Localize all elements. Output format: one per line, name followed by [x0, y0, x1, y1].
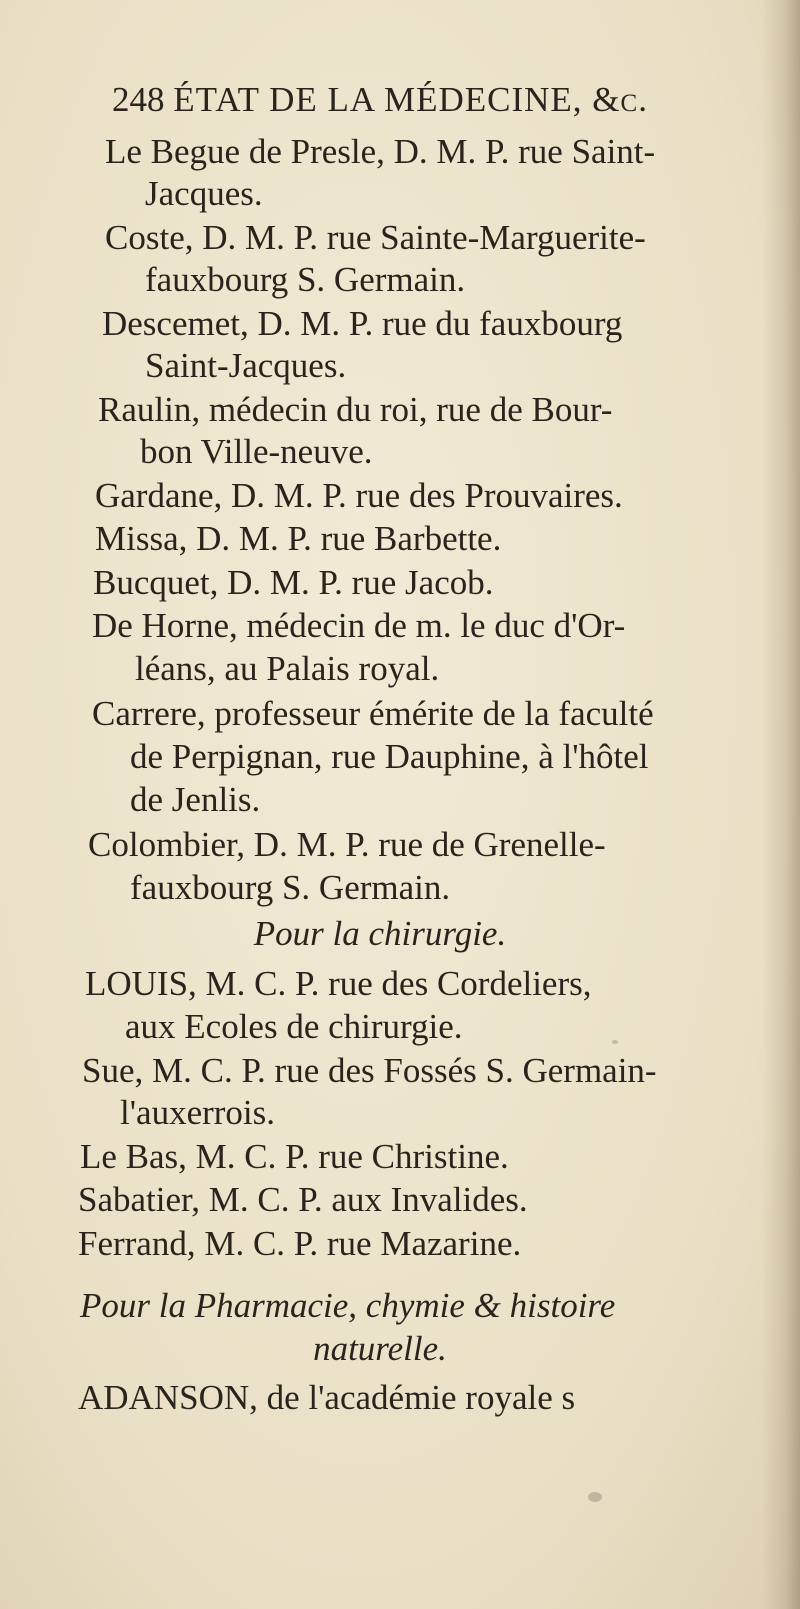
running-title: ÉTAT DE LA MÉDECINE, &c.	[173, 80, 648, 119]
paper-speck	[612, 1040, 618, 1044]
entry-line: Coste, D. M. P. rue Sainte-Marguerite-	[105, 218, 646, 257]
entry-line: Saint-Jacques.	[145, 346, 347, 385]
entry-line: bon Ville-neuve.	[140, 432, 373, 471]
section-heading-pharmacy: Pour la Pharmacie, chymie & histoire	[80, 1286, 616, 1325]
surgery-line: LOUIS, M. C. P. rue des Cordeliers,	[85, 964, 592, 1003]
entry-line: Gardane, D. M. P. rue des Prouvaires.	[95, 476, 623, 515]
entry-line: Le Begue de Presle, D. M. P. rue Saint-	[105, 132, 656, 171]
section-heading-pharmacy-cont: naturelle.	[313, 1329, 447, 1368]
entry-line: de Jenlis.	[130, 780, 261, 819]
entry-line: de Perpignan, rue Dauphine, à l'hôtel	[130, 737, 649, 776]
entry-line: léans, au Palais royal.	[135, 649, 440, 688]
surgery-line: l'auxerrois.	[120, 1093, 276, 1132]
entry-line: Carrere, professeur émérite de la faculté	[92, 694, 654, 733]
paper-speck	[588, 1492, 602, 1502]
entry-line: Colombier, D. M. P. rue de Grenelle-	[88, 825, 606, 864]
entry-line: fauxbourg S. Germain.	[130, 868, 451, 907]
pharmacy-line: ADANSON, de l'académie royale s	[78, 1378, 576, 1417]
entry-line: Missa, D. M. P. rue Barbette.	[95, 519, 502, 558]
page-edge-shadow	[762, 0, 800, 1609]
page-number: 248	[112, 80, 165, 119]
surgery-line: Sabatier, M. C. P. aux Invalides.	[78, 1180, 528, 1219]
entry-line: Bucquet, D. M. P. rue Jacob.	[93, 563, 494, 602]
surgery-line: Sue, M. C. P. rue des Fossés S. Germain-	[82, 1051, 657, 1090]
entry-line: Descemet, D. M. P. rue du fauxbourg	[102, 304, 623, 343]
entry-line: De Horne, médecin de m. le duc d'Or-	[92, 606, 626, 645]
surgery-line: Ferrand, M. C. P. rue Mazarine.	[78, 1224, 522, 1263]
entry-line: fauxbourg S. Germain.	[145, 260, 466, 299]
section-heading-surgery: Pour la chirurgie.	[253, 914, 507, 953]
entry-line: Raulin, médecin du roi, rue de Bour-	[98, 390, 613, 429]
surgery-line: aux Ecoles de chirurgie.	[125, 1007, 463, 1046]
surgery-line: Le Bas, M. C. P. rue Christine.	[80, 1137, 509, 1176]
running-head	[112, 78, 648, 122]
entry-line: Jacques.	[145, 174, 263, 213]
